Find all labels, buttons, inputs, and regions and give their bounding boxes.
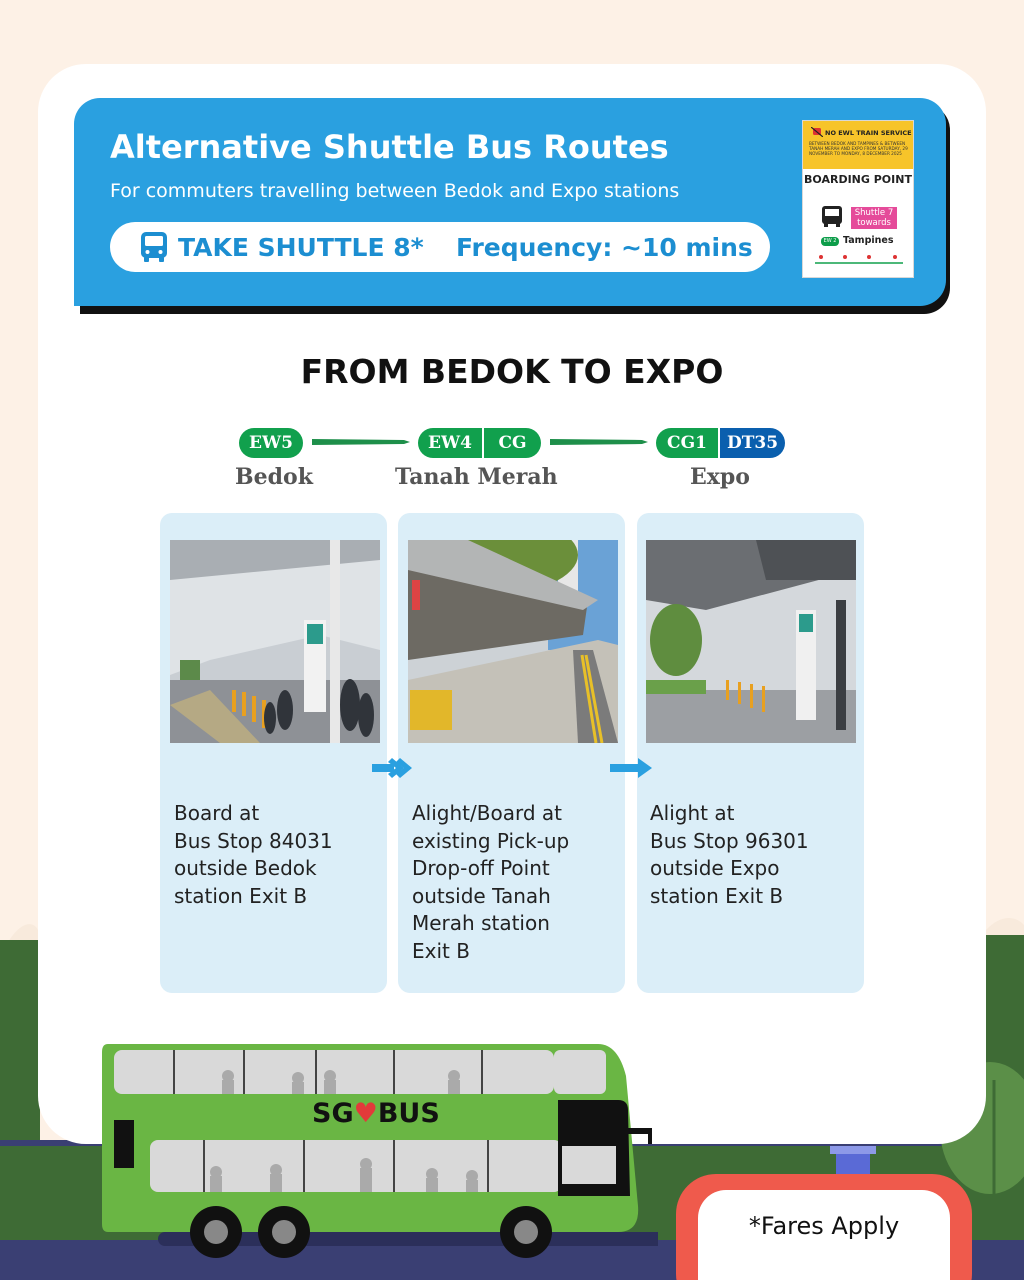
frequency-label: Frequency: ~10 mins xyxy=(456,233,753,262)
next-arrow-icon xyxy=(610,756,654,780)
code-badge: DT35 xyxy=(718,428,785,458)
page-subtitle: For commuters travelling between Bedok and Expo stations xyxy=(110,180,680,202)
next-arrow-icon xyxy=(372,756,416,780)
station-name-bedok: Bedok xyxy=(235,464,313,490)
step-text-bedok: Board at Bus Stop 84031 outside Bedok station Exit B xyxy=(174,801,333,908)
station-code-expo xyxy=(656,428,785,458)
sign-shuttle-label: Shuttle 7 towards xyxy=(851,207,897,229)
shuttle-label: TAKE SHUTTLE 8* xyxy=(178,233,424,262)
route-connector xyxy=(312,437,410,447)
step-text-expo: Alight at Bus Stop 96301 outside Expo station Exit B xyxy=(650,801,809,908)
section-title: FROM BEDOK TO EXPO xyxy=(300,352,724,391)
bus-stop-photo-expo xyxy=(646,540,856,743)
bus-brand-logo xyxy=(312,1098,440,1129)
station-name-tanah-merah: Tanah Merah xyxy=(395,464,558,490)
code-badge: CG1 xyxy=(656,428,718,458)
no-train-icon xyxy=(811,127,823,137)
page-title: Alternative Shuttle Bus Routes xyxy=(110,128,669,166)
sign-fine-print: BETWEEN BEDOK AND TAMPINES & BETWEEN TANAH MERAH AND EXPO FROM SATURDAY, 29 NOVEMBER TO MONDAY, 8 DECEMBER 2025 xyxy=(809,141,908,156)
sign-boarding-point: BOARDING POINT xyxy=(804,173,912,186)
double-decker-bus-illustration xyxy=(98,1036,658,1264)
sign-line-badge: EW 2 xyxy=(821,237,839,246)
station-code-bedok xyxy=(239,428,303,458)
sign-route-strip xyxy=(811,251,907,273)
fares-note: *Fares Apply xyxy=(748,1212,900,1240)
bus-icon xyxy=(138,230,170,264)
sign-destination: Tampines xyxy=(843,235,894,246)
code-badge: EW4 xyxy=(418,428,482,458)
step-text-tanah-merah: Alight/Board at existing Pick-up Drop-off Point outside Tanah Merah station Exit B xyxy=(412,801,570,963)
sign-bus-icon xyxy=(819,205,845,229)
brand-left: SG xyxy=(312,1098,354,1129)
station-name-expo: Expo xyxy=(690,464,750,490)
brand-right: BUS xyxy=(377,1098,440,1129)
route-connector xyxy=(550,437,648,447)
bus-stop-photo-bedok xyxy=(170,540,380,743)
station-code-tanah-merah xyxy=(418,428,541,458)
code-badge: EW5 xyxy=(239,428,303,458)
heart-icon: ♥ xyxy=(353,1098,378,1129)
boarding-sign-thumbnail xyxy=(802,120,914,278)
code-badge: CG xyxy=(482,428,541,458)
sign-notice: NO EWL TRAIN SERVICE xyxy=(825,129,912,137)
pickup-point-photo-tanah-merah xyxy=(408,540,618,743)
